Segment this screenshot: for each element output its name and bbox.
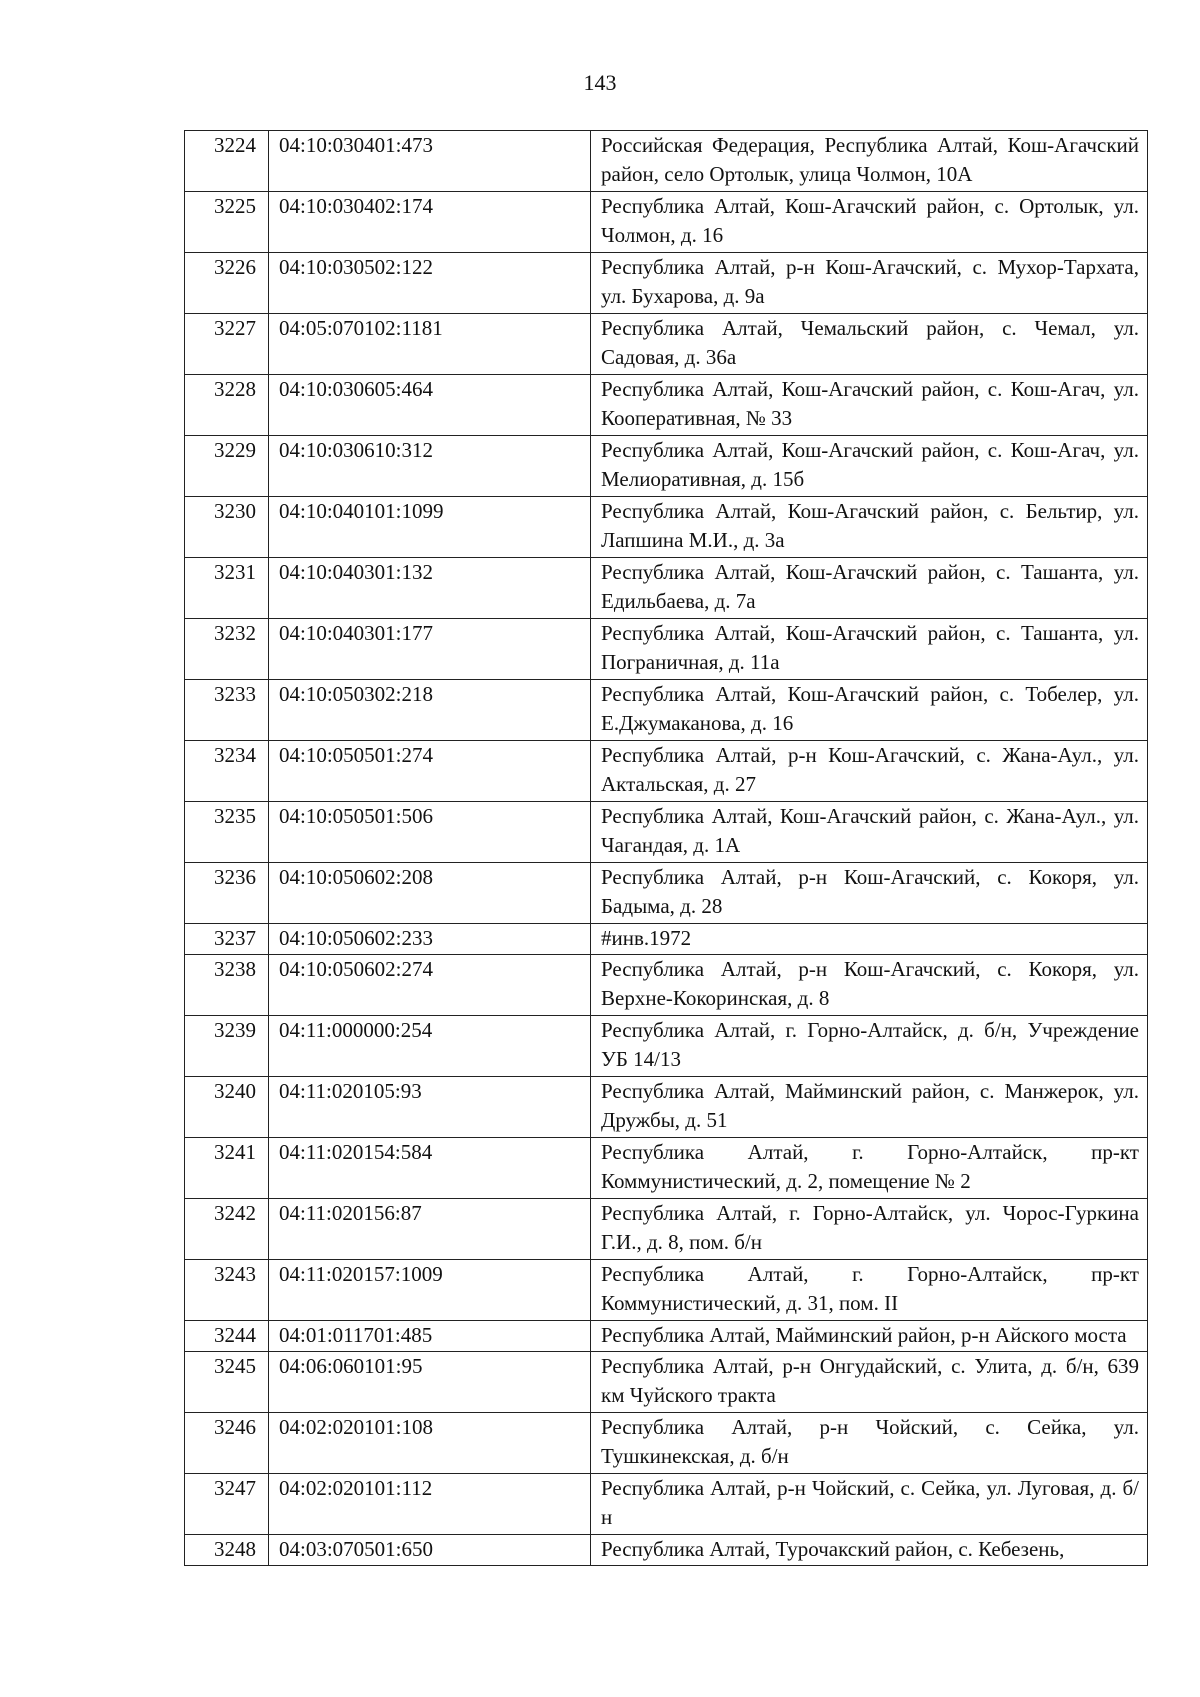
cadastral-number-cell: 04:10:040301:177 <box>269 619 591 680</box>
address-cell: Республика Алтай, г. Горно-Алтайск, пр-кт Коммунистический, д. 31, пом. II <box>591 1260 1148 1321</box>
table-row <box>185 131 1148 192</box>
row-number-cell: 3240 <box>185 1077 269 1138</box>
cadastral-number-cell: 04:11:000000:254 <box>269 1016 591 1077</box>
cadastral-number-cell: 04:10:040301:132 <box>269 558 591 619</box>
cadastral-number-cell: 04:10:050501:274 <box>269 741 591 802</box>
table-row <box>185 1321 1148 1352</box>
page-number: 143 <box>583 70 617 95</box>
cadastral-number-cell: 04:01:011701:485 <box>269 1321 591 1352</box>
table-row <box>185 497 1148 558</box>
address-cell: Республика Алтай, Майминский район, р-н Айского моста <box>591 1321 1148 1352</box>
registry-body <box>185 131 1148 1566</box>
address-cell: Республика Алтай, г. Горно-Алтайск, пр-кт Коммунистический, д. 2, помещение № 2 <box>591 1138 1148 1199</box>
address-cell: Республика Алтай, Кош-Агачский район, с. Кош-Агач, ул. Мелиоративная, д. 15б <box>591 436 1148 497</box>
table-row <box>185 375 1148 436</box>
cadastral-number-cell: 04:10:030401:473 <box>269 131 591 192</box>
table-row <box>185 955 1148 1016</box>
row-number-cell: 3224 <box>185 131 269 192</box>
cadastral-number-cell: 04:11:020157:1009 <box>269 1260 591 1321</box>
row-number-cell: 3238 <box>185 955 269 1016</box>
row-number-cell: 3231 <box>185 558 269 619</box>
row-number-cell: 3228 <box>185 375 269 436</box>
address-cell: Республика Алтай, р-н Кош-Агачский, с. Кокоря, ул. Бадыма, д. 28 <box>591 863 1148 924</box>
address-cell: Республика Алтай, Кош-Агачский район, с. Ташанта, ул. Пограничная, д. 11а <box>591 619 1148 680</box>
cadastral-number-cell: 04:10:030605:464 <box>269 375 591 436</box>
cadastral-number-cell: 04:03:070501:650 <box>269 1535 591 1566</box>
address-cell: Республика Алтай, Майминский район, с. Манжерок, ул. Дружбы, д. 51 <box>591 1077 1148 1138</box>
table-row <box>185 558 1148 619</box>
address-cell: Республика Алтай, Кош-Агачский район, с. Тобелер, ул. Е.Джумаканова, д. 16 <box>591 680 1148 741</box>
address-cell: Республика Алтай, Кош-Агачский район, с. Ташанта, ул. Едильбаева, д. 7а <box>591 558 1148 619</box>
property-registry-table <box>184 130 1148 1566</box>
row-number-cell: 3235 <box>185 802 269 863</box>
table-row <box>185 1199 1148 1260</box>
row-number-cell: 3229 <box>185 436 269 497</box>
address-cell: Республика Алтай, р-н Кош-Агачский, с. Жана-Аул., ул. Актальская, д. 27 <box>591 741 1148 802</box>
table-row <box>185 680 1148 741</box>
table-row <box>185 436 1148 497</box>
cadastral-number-cell: 04:02:020101:108 <box>269 1413 591 1474</box>
row-number-cell: 3226 <box>185 253 269 314</box>
row-number-cell: 3247 <box>185 1474 269 1535</box>
address-cell: Республика Алтай, г. Горно-Алтайск, ул. Чорос-Гуркина Г.И., д. 8, пом. б/н <box>591 1199 1148 1260</box>
table-row <box>185 253 1148 314</box>
table-row <box>185 802 1148 863</box>
table-row <box>185 1413 1148 1474</box>
row-number-cell: 3244 <box>185 1321 269 1352</box>
row-number-cell: 3237 <box>185 924 269 955</box>
row-number-cell: 3232 <box>185 619 269 680</box>
address-cell: Республика Алтай, р-н Кош-Агачский, с. Кокоря, ул. Верхне-Кокоринская, д. 8 <box>591 955 1148 1016</box>
cadastral-number-cell: 04:10:050602:274 <box>269 955 591 1016</box>
address-cell: Республика Алтай, р-н Кош-Агачский, с. Мухор-Тархата, ул. Бухарова, д. 9а <box>591 253 1148 314</box>
table-row <box>185 619 1148 680</box>
table-row <box>185 924 1148 955</box>
row-number-cell: 3242 <box>185 1199 269 1260</box>
address-cell: Республика Алтай, р-н Онгудайский, с. Улита, д. б/н, 639 км Чуйского тракта <box>591 1352 1148 1413</box>
row-number-cell: 3245 <box>185 1352 269 1413</box>
table-row <box>185 314 1148 375</box>
cadastral-number-cell: 04:11:020156:87 <box>269 1199 591 1260</box>
cadastral-number-cell: 04:11:020154:584 <box>269 1138 591 1199</box>
cadastral-number-cell: 04:11:020105:93 <box>269 1077 591 1138</box>
table-row <box>185 1138 1148 1199</box>
address-cell: Республика Алтай, р-н Чойский, с. Сейка, ул. Тушкинекская, д. б/н <box>591 1413 1148 1474</box>
row-number-cell: 3241 <box>185 1138 269 1199</box>
table-row <box>185 1077 1148 1138</box>
row-number-cell: 3230 <box>185 497 269 558</box>
address-cell: Республика Алтай, Кош-Агачский район, с. Жана-Аул., ул. Чагандая, д. 1А <box>591 802 1148 863</box>
row-number-cell: 3248 <box>185 1535 269 1566</box>
row-number-cell: 3227 <box>185 314 269 375</box>
row-number-cell: 3243 <box>185 1260 269 1321</box>
table-row <box>185 1016 1148 1077</box>
table-row <box>185 741 1148 802</box>
table-row <box>185 1352 1148 1413</box>
address-cell: Республика Алтай, Кош-Агачский район, с. Кош-Агач, ул. Кооперативная, № 33 <box>591 375 1148 436</box>
row-number-cell: 3234 <box>185 741 269 802</box>
table-row <box>185 1535 1148 1566</box>
row-number-cell: 3233 <box>185 680 269 741</box>
cadastral-number-cell: 04:06:060101:95 <box>269 1352 591 1413</box>
row-number-cell: 3239 <box>185 1016 269 1077</box>
cadastral-number-cell: 04:02:020101:112 <box>269 1474 591 1535</box>
cadastral-number-cell: 04:10:040101:1099 <box>269 497 591 558</box>
cadastral-number-cell: 04:10:050501:506 <box>269 802 591 863</box>
address-cell: Республика Алтай, г. Горно-Алтайск, д. б/н, Учреждение УБ 14/13 <box>591 1016 1148 1077</box>
address-cell: Республика Алтай, Турочакский район, с. Кебезень, <box>591 1535 1148 1566</box>
cadastral-number-cell: 04:10:030502:122 <box>269 253 591 314</box>
address-cell: Российская Федерация, Республика Алтай, Кош-Агачский район, село Ортолык, улица Чолмон, 10А <box>591 131 1148 192</box>
table-row <box>185 863 1148 924</box>
address-cell: #инв.1972 <box>591 924 1148 955</box>
address-cell: Республика Алтай, Кош-Агачский район, с. Бельтир, ул. Лапшина М.И., д. 3а <box>591 497 1148 558</box>
cadastral-number-cell: 04:05:070102:1181 <box>269 314 591 375</box>
row-number-cell: 3236 <box>185 863 269 924</box>
row-number-cell: 3246 <box>185 1413 269 1474</box>
address-cell: Республика Алтай, Чемальский район, с. Чемал, ул. Садовая, д. 36а <box>591 314 1148 375</box>
cadastral-number-cell: 04:10:030402:174 <box>269 192 591 253</box>
cadastral-number-cell: 04:10:050602:233 <box>269 924 591 955</box>
cadastral-number-cell: 04:10:050602:208 <box>269 863 591 924</box>
table-row <box>185 1474 1148 1535</box>
address-cell: Республика Алтай, р-н Чойский, с. Сейка, ул. Луговая, д. б/н <box>591 1474 1148 1535</box>
row-number-cell: 3225 <box>185 192 269 253</box>
cadastral-number-cell: 04:10:050302:218 <box>269 680 591 741</box>
table-row <box>185 1260 1148 1321</box>
cadastral-number-cell: 04:10:030610:312 <box>269 436 591 497</box>
table-row <box>185 192 1148 253</box>
address-cell: Республика Алтай, Кош-Агачский район, с. Ортолык, ул. Чолмон, д. 16 <box>591 192 1148 253</box>
